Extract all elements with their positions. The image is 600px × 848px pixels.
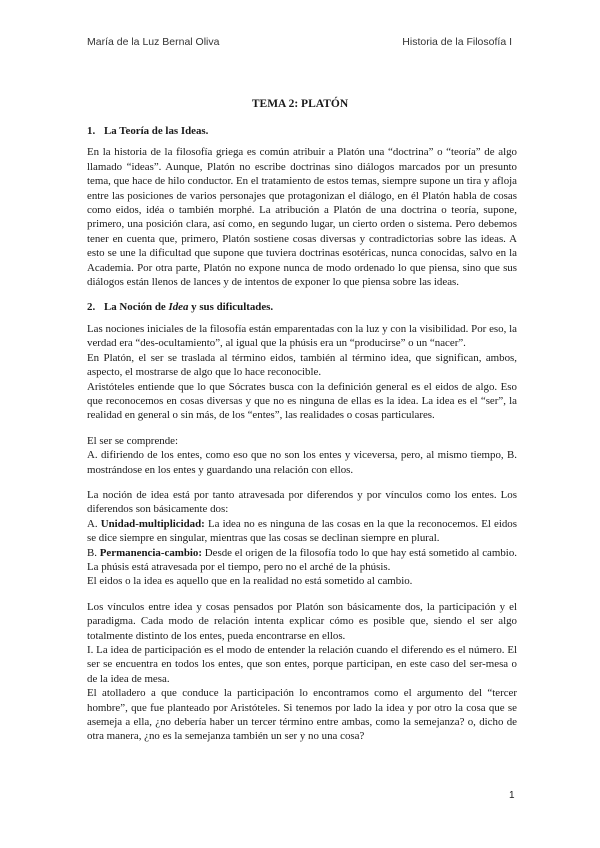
document-body <box>87 124 517 744</box>
paragraph-light <box>87 322 517 423</box>
paragraph-ser <box>87 434 517 477</box>
line-nocion-idea: La noción de idea está por tanto atravesada por diferendos y por vínculos como los entes. Los diferendos son básicamente dos: <box>87 488 517 516</box>
line-aristoteles: Aristóteles entiende que lo que Sócrates busca con la definición general es el eidos de algo. Eso que reconocemos en cosas diversas y que no es ninguna de ellas es la idea. La idea es el “ser”, la realidad en general o sin más, de los “entes”, las realidades o cosas particulares. <box>87 380 517 422</box>
section-1-paragraph: En la historia de la filosofía griega es común atribuir a Platón una “doctrina” o “teoría” de algo llamado “ideas”. Aunque, Platón no escribe doctrinas sino diálogos marcados por un presunto tema, que hace de hilo conductor. En el tratamiento de estos temas, siempre supone un tira y afloja entre las posiciones de varios personajes que protagonizan el diálogo, en él Platón habla de cosas como eidos, idéa o también morphé. La atribución a Platón de una doctrina o teoría, supone, primero, una posición clara, así como, en segundo lugar, un cierto orden o sistema. Pero debemos tener en cuenta que, primero, Platón sostiene cosas diversas y contradictorias sobre las ideas. A esto se une la dificultad que supone que tuviera doctrinas esotéricas, nunca conocidas, salvo en la Academia. Por otra parte, Platón no expone nunca de modo ordenado lo que piensa, sino que sus diálogos están llenos de lances y de intentos de exponer lo que piensa sobre las ideas. <box>87 146 517 289</box>
section-1-title: La Teoría de las Ideas. <box>104 125 209 137</box>
page-number: 1 <box>509 790 515 801</box>
section-2-number: 2. <box>87 301 96 314</box>
item-b-text: Desde el origen de la filosofía todo lo que hay está sometido al cambio. La phúsis está atravesada por el tiempo, pero no el arché de la phúsis. <box>87 546 517 573</box>
item-a-text: La idea no es ninguna de las cosas en la que la reconocemos. El eidos se dice siempre en singular, mientras que las cosas se declinan siempre en plural. <box>87 517 517 545</box>
line-vinculos: Los vínculos entre idea y cosas pensados por Platón son básicamente dos, la participación y el paradigma. Cada modo de relación intenta explicar cómo es posible que, siendo el ser algo totalmente distinto de los entes, pueda encontrarse en ellos. <box>87 600 517 642</box>
item-b-label: Permanencia-cambio: <box>99 546 202 559</box>
section-2-title-end: y sus dificultades. <box>188 301 274 314</box>
section-1-heading <box>87 124 517 138</box>
item-a-label: Unidad-multiplicidad: <box>100 517 205 530</box>
section-2-heading <box>87 300 517 314</box>
document-title: TEMA 2: PLATÓN <box>251 98 349 110</box>
item-a-prefix: A. <box>87 517 101 530</box>
item-b-prefix: B. <box>87 546 100 559</box>
section-2-title-italic: Idea <box>168 301 189 314</box>
section-2-title-start: La Noción de <box>104 301 169 314</box>
line-eidos-cambio: El eidos o la idea es aquello que en la realidad no está sometido al cambio. <box>87 575 413 588</box>
line-eidos: En Platón, el ser se traslada al término eidos, también al término idea, que significan, ambos, aspecto, el mostrarse de algo que lo hace reconocible. <box>87 351 517 379</box>
line-tercer-hombre: El atolladero a que conduce la participación lo encontramos como el argumento del “tercer hombre”, que fue planteado por Aristóteles. Si tenemos por lado la idea y por otro la cosa que se asemeja a ella, ¿no debería haber un tercer término entre ambas, como la semejanza? o, dicho de otra manera, ¿no es la semejanza también un ser y no una cosa? <box>87 687 517 743</box>
header-course: Historia de la Filosofía I <box>402 36 512 48</box>
section-1-number: 1. <box>87 125 96 137</box>
line-participacion: I. La idea de participación es el modo de entender la relación cuando el diferendo es el número. El ser se encuentra en todos los entes, que son entes, porque participan, en este caso del ser-mesa o de la idea de mesa. <box>87 644 517 685</box>
paragraph-diferendos <box>87 488 517 589</box>
header-author: María de la Luz Bernal Oliva <box>87 36 220 48</box>
line-ser-comprende: El ser se comprende: <box>87 434 179 447</box>
line-difiriendo: A. difiriendo de los entes, como eso que no son los entes y viceversa, pero, al mismo tiempo, B. mostrándose en los entes y guardando una relación con ellos. <box>87 449 517 476</box>
paragraph-vinculos <box>87 600 517 744</box>
line-light: Las nociones iniciales de la filosofía están emparentadas con la luz y con la visibilidad. Por eso, la verdad era “des-ocultamiento”, al igual que la phúsis era un “producirse” o un “nacer”. <box>87 322 517 350</box>
